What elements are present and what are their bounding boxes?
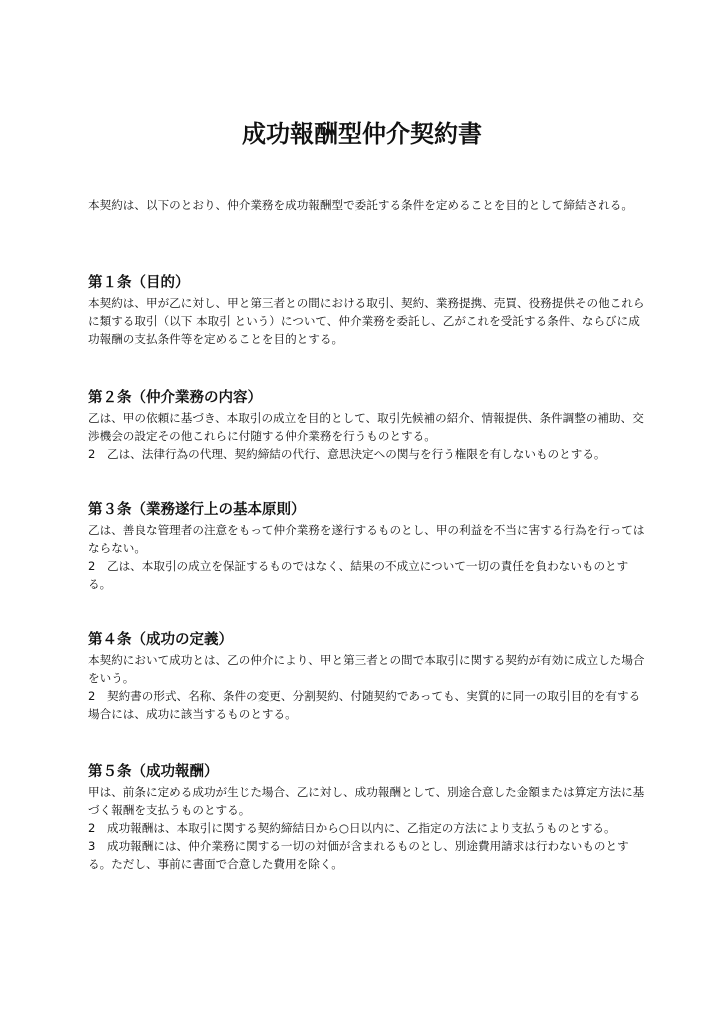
article-3 <box>88 500 648 593</box>
article-paragraph: 本契約において成功とは、乙の仲介により、甲と第三者との間で本取引に関する契約が有効に成立した場合をいう。 <box>88 653 645 685</box>
article-paragraph: 3 成功報酬には、仲介業務に関する一切の対価が含まれるものとし、別途費用請求は行わないものとする。ただし、事前に書面で合意した費用を除く。 <box>88 839 629 871</box>
article-heading: 第３条（業務遂行上の基本原則） <box>88 502 306 518</box>
article-heading: 第５条（成功報酬） <box>88 764 219 780</box>
article-paragraph: 2 成功報酬は、本取引に関する契約締結日から○日以内に、乙指定の方法により支払うものとする。 <box>88 821 616 835</box>
article-paragraph: 本契約は、甲が乙に対し、甲と第三者との間における取引、契約、業務提携、売買、役務提供その他これらに類する取引（以下 本取引 という）について、仲介業務を委託し、乙がこれを受託する条件、ならびに成功報酬の支払条件等を定めることを目的とする。 <box>88 296 645 346</box>
article-paragraph: 2 乙は、法律行為の代理、契約締結の代行、意思決定への関与を行う権限を有しないものとする。 <box>88 447 606 461</box>
article-heading: 第１条（目的） <box>88 275 190 291</box>
article-paragraph: 乙は、善良な管理者の注意をもって仲介業務を遂行するものとし、甲の利益を不当に害する行為を行ってはならない。 <box>88 523 645 555</box>
article-1 <box>88 273 648 348</box>
article-paragraph: 2 乙は、本取引の成立を保証するものではなく、結果の不成立について一切の責任を負わないものとする。 <box>88 559 629 591</box>
article-paragraph: 2 契約書の形式、名称、条件の変更、分割契約、付随契約であっても、実質的に同一の取引目的を有する場合には、成功に該当するものとする。 <box>88 689 641 721</box>
article-heading: 第２条（仲介業務の内容） <box>88 390 262 406</box>
article-paragraph: 甲は、前条に定める成功が生じた場合、乙に対し、成功報酬として、別途合意した金額または算定方法に基づく報酬を支払うものとする。 <box>88 785 645 817</box>
document-title: 成功報酬型仲介契約書 <box>242 120 482 148</box>
intro-paragraph: 本契約は、以下のとおり、仲介業務を成功報酬型で委託する条件を定めることを目的として締結される。 <box>88 198 633 212</box>
article-heading: 第４条（成功の定義） <box>88 632 233 648</box>
article-4 <box>88 630 648 723</box>
article-paragraph: 乙は、甲の依頼に基づき、本取引の成立を目的として、取引先候補の紹介、情報提供、条件調整の補助、交渉機会の設定その他これらに付随する仲介業務を行うものとする。 <box>88 411 644 443</box>
article-5 <box>88 762 648 873</box>
article-2 <box>88 388 648 463</box>
